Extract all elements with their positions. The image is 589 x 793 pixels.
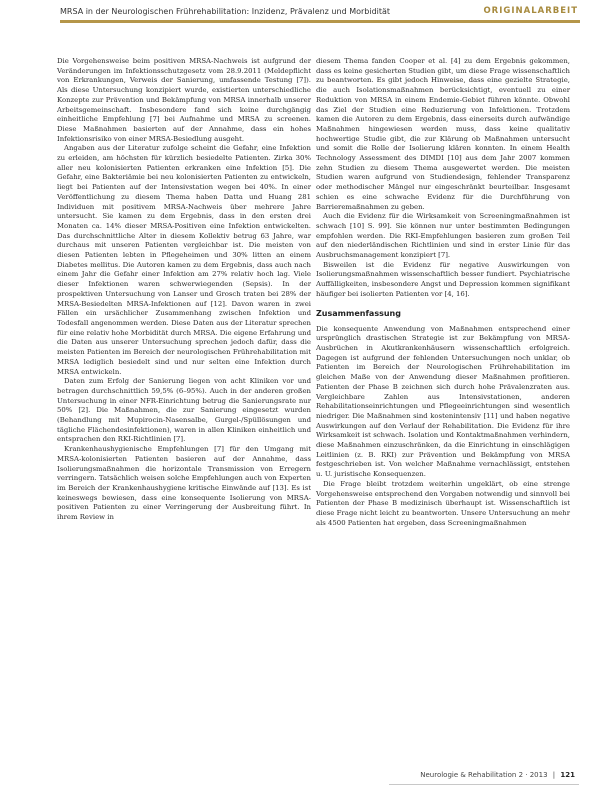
body-paragraph: Bisweilen ist die Evidenz für negative Auswirkungen von Isolierungsmaßnahmen wissenschaftlich besser fundiert. Psychiatrische Auffälligkeiten, insbesondere Angst und Depression kommen signifikant häufiger bei isolierten Patienten vor [4, 16].: [316, 260, 570, 298]
section-heading-summary: Zusammenfassung: [316, 308, 401, 318]
running-header: [60, 4, 580, 26]
body-paragraph: Daten zum Erfolg der Sanierung liegen von acht Kliniken vor und betragen durchschnittlich 59,5% (6–95%). Auch in der anderen großen Untersuchung in einer NFR-Einrichtung betrug die Sanierungsrate nur 50% [2]. Die Maßnahmen, die zur Sanierung eingesetzt wurden (Behandlung mit Mupirocin-Nasensalbe, Gurgel-/Spüllösungen und tägliche Flächendesinfektionen), waren in allen Kliniken einheitlich und entsprachen den RKI-Richtlinien [7].: [57, 377, 311, 444]
journal-name: Neurologie & Rehabilitation: [420, 771, 517, 779]
header-rule: [60, 20, 580, 23]
running-title: MRSA in der Neurologischen Frührehabilitation: Inzidenz, Prävalenz und Morbidität: [60, 7, 391, 16]
footer-rule: [389, 784, 579, 785]
summary-paragraph: Die konsequente Anwendung von Maßnahmen entsprechend einer ursprünglich drastischen Strategie ist zur Bekämpfung von MRSA-Ausbrüchen in Akutkrankenhäusern wissenschaftlich erfolgreich. Dagegen ist aufgrund der fehlenden Untersuchungen noch unklar, ob Patienten im Bereich der Neurologischen Frührehabilitation im gleichen Maße von der Anwendung dieser Maßnahmen profitieren. Patienten der Phase B zeichnen sich durch hohe Prävalenzraten aus. Vergleichbare Zahlen aus Intensivstationen, anderen Rehabilitationseinrichtungen und Pflegeeinrichtungen sind wesentlich niedriger. Die Maßnahmen sind kostenintensiv [11] und haben negative Auswirkungen auf den Verlauf der Rehabilitation. Die Evidenz für ihre Wirksamkeit ist schwach. Isolation und Kontaktmaßnahmen verhindern, diese Maßnahmen einzuschränken, da die Einrichtung in einschlägigen Leitlinien (z. B. RKI) zur Prävention und Bekämpfung von MRSA festgeschrieben ist. Von welcher Maßnahme vernachlässigt, entstehen u. U. juristische Konsequenzen.: [316, 324, 570, 479]
footer-separator: |: [552, 771, 556, 779]
body-paragraph: Die Vorgehensweise beim positiven MRSA-Nachweis ist aufgrund der Veränderungen im Infektionsschutzgesetz vom 28.9.2011 (Meldepflicht von Erkrankungen, Verweis der Sanierung, umfassende Testung [7]). Als diese Untersuchung konzipiert wurde, existierten unterschiedliche Konzepte zur Prävention und Bekämpfung von MRSA innerhalb unserer Arbeitsgemeinschaft. Insbesondere fand sich keine durchgängig einheitliche Empfehlung [7] bei Aufnahme und MRSA zu screenen. Diese Maßnahmen basierten auf der Annahme, dass ein hohes Infektionsrisiko von einer MRSA-Besiedlung ausgeht.: [57, 57, 311, 143]
body-paragraph: Auch die Evidenz für die Wirksamkeit von Screeningmaßnahmen ist schwach [10] S. 99]. Sie können nur unter bestimmten Bedingungen empfohlen werden. Die RKI-Empfehlungen basieren zum großen Teil auf den niederländischen Richtlinien und sind in erster Linie für das Ausbruchsmanagement konzipiert [7].: [316, 212, 570, 260]
left-column: [57, 57, 311, 523]
page-number: 121: [560, 771, 575, 779]
body-paragraph: diesem Thema fanden Cooper et al. [4] zu dem Ergebnis gekommen, dass es keine gesicherten Studien gibt, um diese Frage wissenschaftlich zu beantworten. Es gibt jedoch Hinweise, dass eine gezielte Strategie, die auch Isolationsmaßnahmen berücksichtigt, eventuell zu einer Reduktion von MRSA in einem Endemie-Gebiet führen könnte. Obwohl das Ziel der Studien eine Reduzierung von Infektionen. Trotzdem kamen die Autoren zu dem Ergebnis, dass einerseits durch aufwändige Maßnahmen hingewiesen werden muss, dass keine qualitativ hochwertige Studie gibt, die zur Klärung ob Maßnahmen untersucht und somit die Rolle der Isolierung klären konnten. In einem Health Technology Assessment des DIMDI [10] aus dem Jahr 2007 kommen zehn Studien zu diesem Thema ausgewertet werden. Die meisten Studien waren aufgrund von Studiendesign, fehlender Transparenz oder methodischer Mängel nur eingeschränkt beurteilbar. Insgesamt schien es eine schwache Evidenz für die Durchführung von Barrieremaßnahmen zu geben.: [316, 57, 570, 211]
page-footer: [420, 771, 575, 779]
right-column: [316, 57, 570, 528]
section-badge: ORIGINALARBEIT: [483, 6, 578, 16]
summary-paragraph: Die Frage bleibt trotzdem weiterhin ungeklärt, ob eine strenge Vorgehensweise entsprechend den Vorgaben notwendig und sinnvoll bei Patienten der Phase B medizinisch überhaupt ist. Wissenschaftlich ist diese Frage nicht leicht zu beantworten. Unsere Untersuchung an mehr als 4500 Patienten hat ergeben, dass Screeningmaßnahmen: [316, 479, 570, 527]
body-paragraph: Krankenhaushygienische Empfehlungen [7] für den Umgang mit MRSA-kolonisierten Patienten basieren auf der Annahme, dass Isolierungsmaßnahmen die horizontale Transmission von Erregern verringern. Tatsächlich weisen solche Empfehlungen auch von Experten im Bereich der Krankenhaushygiene kritische Einwände auf [13]. Es ist keineswegs bewiesen, dass eine konsequente Isolierung von MRSA-positiven Patienten zu einer Verringerung der Ausbreitung führt. In ihrem Review in: [57, 445, 311, 522]
journal-issue: 2 · 2013: [518, 771, 548, 779]
body-paragraph: Angaben aus der Literatur zufolge scheint die Gefahr, eine Infektion zu erleiden, am höchsten für kürzlich besiedelte Patienten. Zirka 30% aller neu kolonisierten Patienten erkranken eine Infektion [5]. Die Gefahr, eine Bakteriämie bei neu kolonisierten Patienten zu entwickeln, liegt bei Patienten auf der Intensivstation wegen bei 40%. In einer Veröffentlichung zu diesem Thema haben Datta und Huang 281 Individuen mit positivem MRSA-Nachweis über mehrere Jahre untersucht. Sie kamen zu dem Ergebnis, dass in den ersten drei Monaten ca. 14% dieser MRSA-Positiven eine Infektion entwickelten. Das durchschnittliche Alter in diesem Kollektiv betrug 63 Jahre, war durchaus mit unseren Patienten vergleichbar ist. Die meisten von diesen Patienten lebten in Pflegeheimen und 30% litten an einem Diabetes mellitus. Die Autoren kamen zu dem Ergebnis, dass auch nach einem Jahr die Gefahr einer Infektion am 27% relativ hoch lag. Viele dieser Infektionen waren schwerwiegenden (Sepsis). In der prospektiven Untersuchung von Lanser und Grosch traten bei 28% der MRSA-Besiedelten MRSA-Infektionen auf [12]. Davon waren in zwei Fällen ein ursächlicher Zusammenhang zwischen Infektion und Todesfall angenommen werden. Diese Daten aus der Literatur sprechen für eine relativ hohe Morbidität durch MRSA. Die eigene Erfahrung und die Daten aus unserer Untersuchung sprechen jedoch dafür, dass die meisten Patienten im Bereich der neurologischen Frührehabilitation mit MRSA lediglich besiedelt sind und nur selten eine Infektion durch MRSA entwickeln.: [57, 144, 311, 376]
